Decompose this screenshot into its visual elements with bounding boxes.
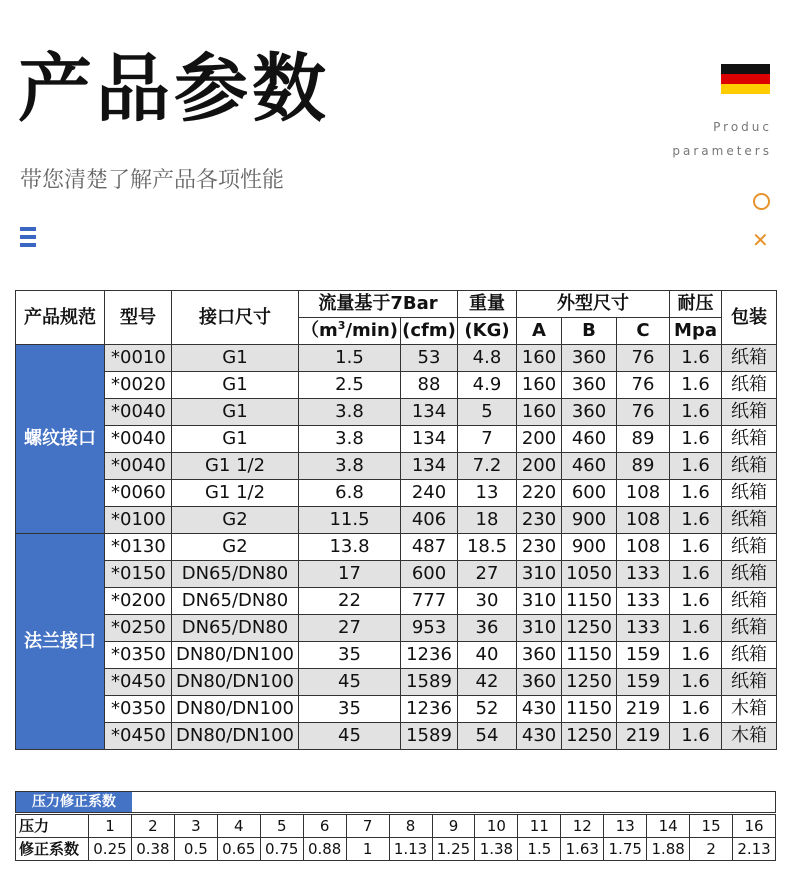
cell-kg: 7.2 bbox=[458, 453, 517, 480]
cell-a: 430 bbox=[517, 723, 562, 750]
cell-mpa: 1.6 bbox=[670, 507, 722, 534]
cell-cfm: 600 bbox=[401, 561, 458, 588]
pressure-value: 16 bbox=[733, 815, 776, 838]
cell-m3: 1.5 bbox=[299, 345, 401, 372]
pressure-table-title: 压力修正系数 bbox=[16, 792, 132, 812]
cell-pack: 纸箱 bbox=[722, 426, 777, 453]
cell-pack: 纸箱 bbox=[722, 453, 777, 480]
factor-value: 2 bbox=[690, 838, 733, 861]
factor-value: 1.25 bbox=[432, 838, 475, 861]
cell-kg: 54 bbox=[458, 723, 517, 750]
cell-model: *0250 bbox=[105, 615, 172, 642]
cell-pack: 纸箱 bbox=[722, 534, 777, 561]
cell-pack: 木箱 bbox=[722, 696, 777, 723]
cell-m3: 27 bbox=[299, 615, 401, 642]
cell-m3: 6.8 bbox=[299, 480, 401, 507]
category-cell: 螺纹接口 bbox=[16, 345, 105, 534]
germany-flag-icon bbox=[721, 64, 770, 94]
cell-b: 1250 bbox=[562, 669, 617, 696]
header-dims: 外型尺寸 bbox=[517, 291, 670, 318]
cell-c: 133 bbox=[617, 561, 670, 588]
cell-port: DN80/DN100 bbox=[172, 723, 299, 750]
table-row bbox=[16, 696, 777, 723]
cell-model: *0060 bbox=[105, 480, 172, 507]
cell-kg: 27 bbox=[458, 561, 517, 588]
cell-b: 600 bbox=[562, 480, 617, 507]
cell-port: DN65/DN80 bbox=[172, 561, 299, 588]
cell-c: 219 bbox=[617, 696, 670, 723]
cell-port: G1 bbox=[172, 372, 299, 399]
cell-m3: 45 bbox=[299, 723, 401, 750]
cell-port: DN80/DN100 bbox=[172, 669, 299, 696]
factor-value: 1.63 bbox=[561, 838, 604, 861]
page-title: 产品参数 bbox=[18, 46, 330, 132]
cell-m3: 2.5 bbox=[299, 372, 401, 399]
cell-mpa: 1.6 bbox=[670, 723, 722, 750]
cell-m3: 35 bbox=[299, 642, 401, 669]
pressure-value: 11 bbox=[518, 815, 561, 838]
cell-a: 160 bbox=[517, 345, 562, 372]
pressure-value: 3 bbox=[174, 815, 217, 838]
cell-c: 133 bbox=[617, 615, 670, 642]
factor-value: 2.13 bbox=[733, 838, 776, 861]
cell-b: 900 bbox=[562, 507, 617, 534]
cell-port: G1 bbox=[172, 399, 299, 426]
factor-row bbox=[16, 838, 776, 861]
cell-pack: 纸箱 bbox=[722, 372, 777, 399]
cell-mpa: 1.6 bbox=[670, 372, 722, 399]
cell-pack: 木箱 bbox=[722, 723, 777, 750]
table-row bbox=[16, 561, 777, 588]
pressure-value: 12 bbox=[561, 815, 604, 838]
cell-model: *0350 bbox=[105, 642, 172, 669]
cell-cfm: 406 bbox=[401, 507, 458, 534]
product-spec-table bbox=[15, 290, 777, 750]
header-weight-unit: (KG) bbox=[458, 318, 517, 345]
cell-port: DN80/DN100 bbox=[172, 696, 299, 723]
pressure-row-label: 压力 bbox=[16, 815, 89, 838]
cell-kg: 36 bbox=[458, 615, 517, 642]
cell-a: 360 bbox=[517, 669, 562, 696]
cell-c: 89 bbox=[617, 453, 670, 480]
cell-kg: 5 bbox=[458, 399, 517, 426]
cell-cfm: 1589 bbox=[401, 723, 458, 750]
header-flow-m3: $(m^3/\min)$ bbox=[299, 318, 401, 345]
cell-b: 1050 bbox=[562, 561, 617, 588]
cell-b: 1250 bbox=[562, 615, 617, 642]
cell-mpa: 1.6 bbox=[670, 588, 722, 615]
flag-stripe-black bbox=[721, 64, 770, 74]
cell-cfm: 240 bbox=[401, 480, 458, 507]
cell-pack: 纸箱 bbox=[722, 615, 777, 642]
table-row bbox=[16, 345, 777, 372]
pressure-value: 1 bbox=[89, 815, 132, 838]
cell-port: G1 bbox=[172, 345, 299, 372]
cell-mpa: 1.6 bbox=[670, 480, 722, 507]
cell-cfm: 1589 bbox=[401, 669, 458, 696]
table-row bbox=[16, 480, 777, 507]
cell-a: 310 bbox=[517, 588, 562, 615]
cell-a: 220 bbox=[517, 480, 562, 507]
table-row bbox=[16, 399, 777, 426]
table-row bbox=[16, 372, 777, 399]
cell-pack: 纸箱 bbox=[722, 480, 777, 507]
cell-port: G2 bbox=[172, 507, 299, 534]
cell-port: DN65/DN80 bbox=[172, 615, 299, 642]
factor-value: 1.75 bbox=[604, 838, 647, 861]
cell-a: 160 bbox=[517, 399, 562, 426]
cell-pack: 纸箱 bbox=[722, 561, 777, 588]
pressure-value: 10 bbox=[475, 815, 518, 838]
table-row bbox=[16, 426, 777, 453]
cell-model: *0040 bbox=[105, 399, 172, 426]
table-row bbox=[16, 669, 777, 696]
cell-b: 1150 bbox=[562, 696, 617, 723]
table-row bbox=[16, 615, 777, 642]
cell-pack: 纸箱 bbox=[722, 588, 777, 615]
cell-mpa: 1.6 bbox=[670, 534, 722, 561]
cell-mpa: 1.6 bbox=[670, 399, 722, 426]
cell-model: *0350 bbox=[105, 696, 172, 723]
english-caption-line1: Produc bbox=[713, 120, 772, 134]
cell-c: 159 bbox=[617, 669, 670, 696]
menu-icon bbox=[20, 227, 36, 247]
cell-mpa: 1.6 bbox=[670, 696, 722, 723]
cell-model: *0100 bbox=[105, 507, 172, 534]
cell-kg: 4.8 bbox=[458, 345, 517, 372]
cell-b: 360 bbox=[562, 399, 617, 426]
cell-c: 219 bbox=[617, 723, 670, 750]
cell-model: *0020 bbox=[105, 372, 172, 399]
cell-model: *0040 bbox=[105, 426, 172, 453]
cell-a: 160 bbox=[517, 372, 562, 399]
cell-cfm: 134 bbox=[401, 453, 458, 480]
cell-kg: 52 bbox=[458, 696, 517, 723]
factor-row-label: 修正系数 bbox=[16, 838, 89, 861]
cell-cfm: 53 bbox=[401, 345, 458, 372]
pressure-value: 15 bbox=[690, 815, 733, 838]
factor-value: 1 bbox=[346, 838, 389, 861]
cell-cfm: 134 bbox=[401, 399, 458, 426]
cell-m3: 11.5 bbox=[299, 507, 401, 534]
table-row bbox=[16, 588, 777, 615]
pressure-value: 4 bbox=[217, 815, 260, 838]
factor-value: 1.5 bbox=[518, 838, 561, 861]
cell-m3: 17 bbox=[299, 561, 401, 588]
cell-kg: 30 bbox=[458, 588, 517, 615]
cell-a: 200 bbox=[517, 426, 562, 453]
header-pressure-unit: Mpa bbox=[670, 318, 722, 345]
pressure-value: 13 bbox=[604, 815, 647, 838]
factor-value: 0.88 bbox=[303, 838, 346, 861]
table-row bbox=[16, 507, 777, 534]
close-icon: ✕ bbox=[752, 228, 769, 252]
cell-a: 310 bbox=[517, 615, 562, 642]
header-spec: 产品规范 bbox=[16, 291, 105, 345]
cell-m3: 35 bbox=[299, 696, 401, 723]
cell-kg: 18 bbox=[458, 507, 517, 534]
cell-port: DN65/DN80 bbox=[172, 588, 299, 615]
cell-a: 230 bbox=[517, 534, 562, 561]
factor-value: 0.38 bbox=[131, 838, 174, 861]
cell-model: *0200 bbox=[105, 588, 172, 615]
cell-m3: 13.8 bbox=[299, 534, 401, 561]
cell-cfm: 1236 bbox=[401, 696, 458, 723]
page-subtitle: 带您清楚了解产品各项性能 bbox=[20, 168, 285, 193]
cell-mpa: 1.6 bbox=[670, 561, 722, 588]
cell-cfm: 777 bbox=[401, 588, 458, 615]
factor-value: 0.25 bbox=[89, 838, 132, 861]
cell-kg: 40 bbox=[458, 642, 517, 669]
header-port: 接口尺寸 bbox=[172, 291, 299, 345]
cell-kg: 42 bbox=[458, 669, 517, 696]
cell-mpa: 1.6 bbox=[670, 615, 722, 642]
cell-pack: 纸箱 bbox=[722, 507, 777, 534]
cell-b: 1150 bbox=[562, 642, 617, 669]
factor-value: 0.75 bbox=[260, 838, 303, 861]
cell-pack: 纸箱 bbox=[722, 345, 777, 372]
cell-port: DN80/DN100 bbox=[172, 642, 299, 669]
header-pressure: 耐压 bbox=[670, 291, 722, 318]
pressure-table-header bbox=[15, 791, 776, 813]
cell-model: *0150 bbox=[105, 561, 172, 588]
cell-a: 430 bbox=[517, 696, 562, 723]
header-weight: 重量 bbox=[458, 291, 517, 318]
factor-value: 0.65 bbox=[217, 838, 260, 861]
pressure-value: 14 bbox=[647, 815, 690, 838]
header-dim-b: B bbox=[562, 318, 617, 345]
cell-a: 230 bbox=[517, 507, 562, 534]
cell-c: 133 bbox=[617, 588, 670, 615]
cell-kg: 7 bbox=[458, 426, 517, 453]
cell-port: G1 1/2 bbox=[172, 480, 299, 507]
cell-mpa: 1.6 bbox=[670, 345, 722, 372]
cell-pack: 纸箱 bbox=[722, 669, 777, 696]
pressure-value: 8 bbox=[389, 815, 432, 838]
cell-b: 460 bbox=[562, 453, 617, 480]
cell-cfm: 134 bbox=[401, 426, 458, 453]
flag-stripe-red bbox=[721, 74, 770, 84]
cell-m3: 45 bbox=[299, 669, 401, 696]
cell-cfm: 487 bbox=[401, 534, 458, 561]
header-dim-c: C bbox=[617, 318, 670, 345]
cell-b: 360 bbox=[562, 372, 617, 399]
table-row bbox=[16, 723, 777, 750]
header-dim-a: A bbox=[517, 318, 562, 345]
cell-model: *0010 bbox=[105, 345, 172, 372]
cell-c: 108 bbox=[617, 507, 670, 534]
cell-c: 108 bbox=[617, 480, 670, 507]
circle-icon bbox=[753, 193, 770, 210]
cell-model: *0130 bbox=[105, 534, 172, 561]
cell-port: G1 1/2 bbox=[172, 453, 299, 480]
cell-c: 76 bbox=[617, 372, 670, 399]
cell-cfm: 953 bbox=[401, 615, 458, 642]
cell-a: 360 bbox=[517, 642, 562, 669]
cell-kg: 4.9 bbox=[458, 372, 517, 399]
factor-value: 1.13 bbox=[389, 838, 432, 861]
pressure-value: 5 bbox=[260, 815, 303, 838]
cell-pack: 纸箱 bbox=[722, 642, 777, 669]
cell-port: G2 bbox=[172, 534, 299, 561]
cell-b: 1150 bbox=[562, 588, 617, 615]
table-row bbox=[16, 453, 777, 480]
cell-c: 159 bbox=[617, 642, 670, 669]
flag-stripe-gold bbox=[721, 84, 770, 94]
header-pack: 包装 bbox=[722, 291, 777, 345]
cell-c: 76 bbox=[617, 345, 670, 372]
cell-model: *0040 bbox=[105, 453, 172, 480]
factor-value: 1.38 bbox=[475, 838, 518, 861]
english-caption-line2: parameters bbox=[672, 144, 772, 158]
cell-mpa: 1.6 bbox=[670, 669, 722, 696]
cell-c: 89 bbox=[617, 426, 670, 453]
cell-b: 460 bbox=[562, 426, 617, 453]
cell-cfm: 88 bbox=[401, 372, 458, 399]
cell-a: 310 bbox=[517, 561, 562, 588]
cell-b: 900 bbox=[562, 534, 617, 561]
table-row bbox=[16, 534, 777, 561]
cell-model: *0450 bbox=[105, 669, 172, 696]
cell-mpa: 1.6 bbox=[670, 642, 722, 669]
cell-m3: 22 bbox=[299, 588, 401, 615]
category-cell: 法兰接口 bbox=[16, 534, 105, 750]
header-model: 型号 bbox=[105, 291, 172, 345]
cell-b: 360 bbox=[562, 345, 617, 372]
cell-pack: 纸箱 bbox=[722, 399, 777, 426]
pressure-value: 7 bbox=[346, 815, 389, 838]
cell-m3: 3.8 bbox=[299, 453, 401, 480]
cell-mpa: 1.6 bbox=[670, 426, 722, 453]
pressure-value: 6 bbox=[303, 815, 346, 838]
cell-c: 76 bbox=[617, 399, 670, 426]
cell-kg: 18.5 bbox=[458, 534, 517, 561]
cell-m3: 3.8 bbox=[299, 426, 401, 453]
pressure-row bbox=[16, 815, 776, 838]
factor-value: 1.88 bbox=[647, 838, 690, 861]
pressure-factor-table bbox=[15, 814, 776, 861]
cell-c: 108 bbox=[617, 534, 670, 561]
cell-kg: 13 bbox=[458, 480, 517, 507]
header-flow: 流量基于7Bar bbox=[299, 291, 458, 318]
cell-b: 1250 bbox=[562, 723, 617, 750]
cell-m3: 3.8 bbox=[299, 399, 401, 426]
pressure-value: 9 bbox=[432, 815, 475, 838]
header-flow-cfm: (cfm) bbox=[401, 318, 458, 345]
cell-a: 200 bbox=[517, 453, 562, 480]
cell-mpa: 1.6 bbox=[670, 453, 722, 480]
table-row bbox=[16, 642, 777, 669]
cell-model: *0450 bbox=[105, 723, 172, 750]
pressure-value: 2 bbox=[131, 815, 174, 838]
cell-port: G1 bbox=[172, 426, 299, 453]
cell-cfm: 1236 bbox=[401, 642, 458, 669]
factor-value: 0.5 bbox=[174, 838, 217, 861]
